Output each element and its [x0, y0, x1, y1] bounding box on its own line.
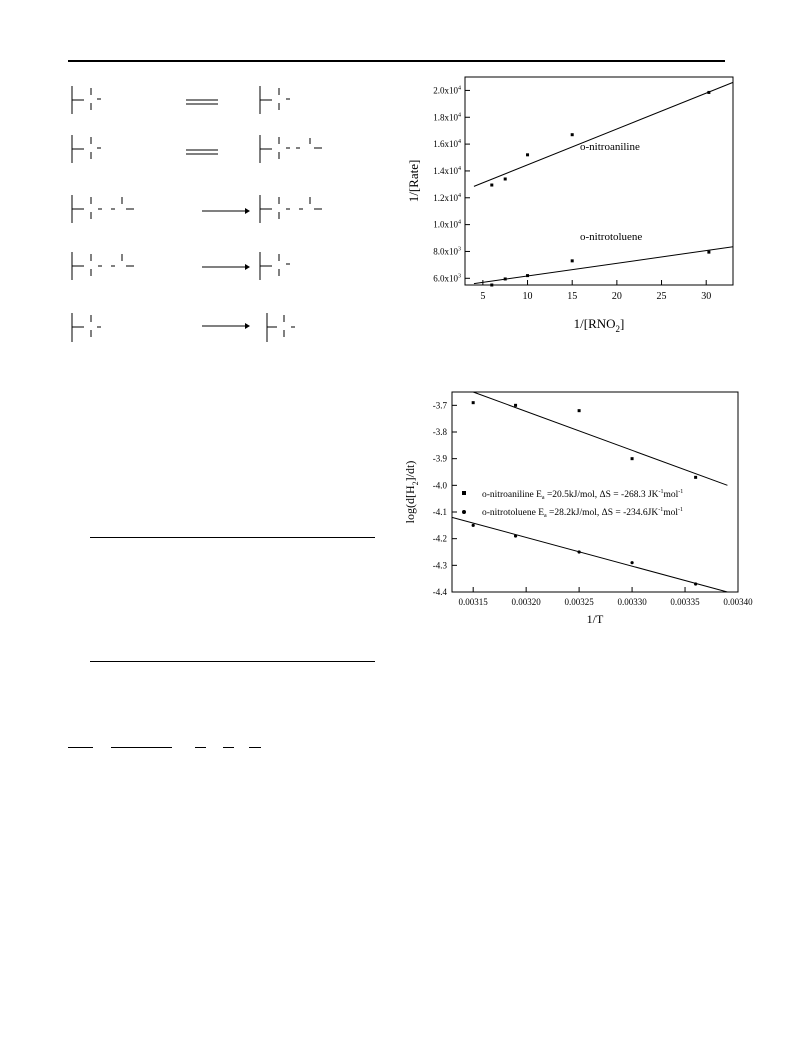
y-tick-label: -3.9 [432, 453, 447, 464]
data-point [490, 184, 493, 187]
y-tick-label: -4.1 [432, 507, 447, 517]
fit-line-nitrotoluene [452, 517, 727, 592]
table-bottom-rule [90, 661, 375, 662]
y-tick-label: -4.3 [432, 560, 447, 571]
y-tick-label: $1.2x10^4$ [433, 192, 461, 203]
y-tick-label: -3.7 [432, 400, 447, 411]
x-axis-label: $1/[RNO_2]$ [573, 316, 625, 334]
equation-fraction-bar-3 [195, 747, 206, 748]
y-tick-label: $1.0x10^4$ [433, 219, 461, 230]
table-top-rule [90, 537, 375, 538]
x-tick-label: 30 [701, 291, 712, 302]
x-tick-label: 0.00320 [511, 597, 541, 607]
legend-marker-circle [462, 510, 466, 514]
data-point [707, 91, 710, 94]
fit-line-nitrotoluene [474, 247, 733, 284]
data-point [504, 177, 507, 180]
y-tick-label: $8.0x10^3$ [433, 246, 461, 257]
y-axis-label: 1/[Rate] [406, 159, 421, 203]
x-tick-label: 0.00335 [670, 597, 700, 607]
x-tick-label: 0.00340 [723, 597, 753, 607]
data-point [707, 251, 710, 254]
y-tick-label: $1.6x10^4$ [433, 139, 461, 150]
data-point [571, 133, 574, 136]
legend-entry-nitrotoluene: o-nitrotoluene $E_a =28.2kJ/mol$, $\Delta S = -234.6JK^{-1}mol^{-1}$ [482, 507, 684, 519]
scheme-row-3 [72, 195, 322, 223]
y-tick-label: -4.2 [432, 533, 447, 544]
scheme-row-1 [72, 86, 290, 114]
fit-line-nitroaniline [473, 392, 727, 485]
data-point [694, 476, 697, 479]
legend-entry-nitroaniline: o-nitroaniline $E_a =20.5kJ/mol$, ΔS = -268.3 $JK^{-1}mol^{-1}$ [482, 489, 684, 501]
data-point [578, 409, 581, 412]
series-label-nitrotoluene: o-nitrotoluene [580, 231, 643, 243]
fit-line-nitroaniline [474, 82, 733, 186]
y-axis-label: $\log(d[H_2]/dt)$ [403, 460, 420, 524]
rate-vs-concentration-chart [400, 70, 740, 345]
y-tick-label: -4.0 [432, 480, 447, 491]
equation-fraction-bar-1 [68, 747, 93, 748]
data-point [526, 153, 529, 156]
data-point [514, 534, 517, 537]
x-tick-label: 15 [567, 291, 578, 302]
y-tick-label: -3.8 [432, 427, 447, 437]
x-axis-label: 1/T [586, 612, 604, 626]
data-point [504, 277, 507, 280]
x-tick-label: 5 [480, 291, 486, 302]
legend [462, 489, 683, 519]
data-point [571, 259, 574, 262]
scheme-row-5 [72, 313, 295, 342]
data-point [472, 524, 475, 527]
x-tick-label: 25 [656, 291, 667, 302]
y-tick-label: $1.8x10^4$ [433, 112, 461, 123]
x-tick-label: 0.00325 [564, 597, 594, 607]
x-tick-label: 0.00330 [617, 597, 647, 607]
equation-fraction-bar-2 [111, 747, 172, 748]
data-point [472, 401, 475, 404]
scheme-row-4 [72, 252, 290, 280]
y-tick-label: $1.4x10^4$ [433, 165, 461, 176]
y-tick-label: $2.0x10^4$ [433, 85, 461, 96]
series-label-nitroaniline: o-nitroaniline [580, 141, 640, 153]
plot-frame [465, 77, 733, 285]
arrhenius-chart [400, 385, 753, 635]
equation-fraction-bar-5 [249, 747, 261, 748]
x-tick-label: 10 [522, 291, 533, 302]
y-tick-label: $6.0x10^3$ [433, 273, 461, 284]
y-tick-label: -4.4 [432, 587, 447, 597]
data-point [630, 561, 633, 564]
data-point [631, 457, 634, 460]
equation-fraction-bar-4 [223, 747, 234, 748]
reaction-scheme [60, 80, 350, 355]
x-tick-label: 20 [611, 291, 622, 302]
x-tick-label: 0.00315 [458, 597, 488, 607]
data-point [490, 284, 493, 287]
legend-marker-square [462, 491, 466, 495]
data-point [514, 404, 517, 407]
data-point [694, 582, 697, 585]
scheme-row-2 [72, 135, 322, 163]
header-rule [68, 60, 725, 62]
data-point [526, 274, 529, 277]
data-point [578, 550, 581, 553]
